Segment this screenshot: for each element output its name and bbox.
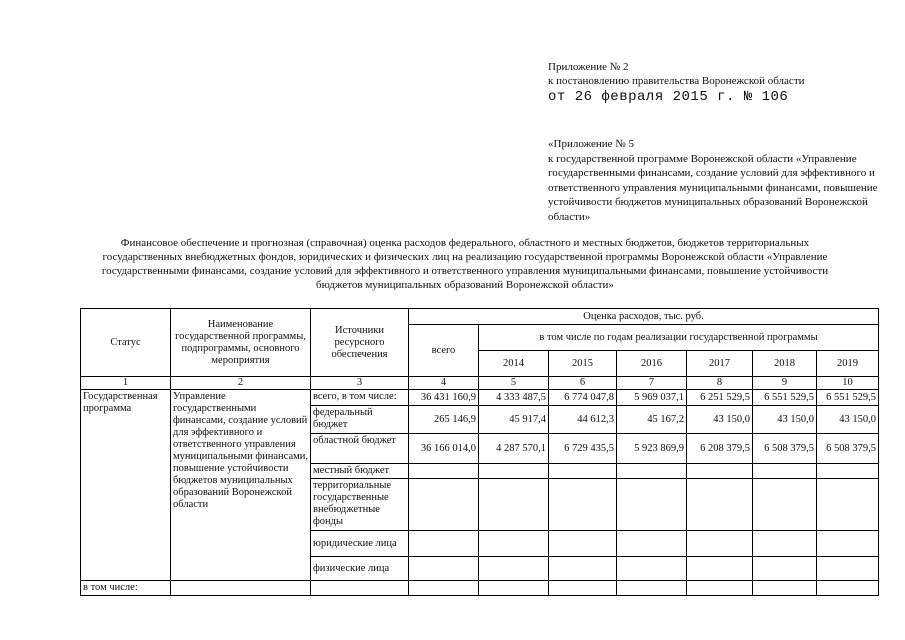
value-cell: 36 166 014,0 — [409, 434, 479, 464]
empty-cell — [311, 581, 409, 596]
column-number: 9 — [753, 377, 817, 390]
program-name-cell: Управление государственными финансами, создание условий для эффективного и ответственного управления муниципальными финансами, повышение устойчивости бюджетов муниципальных образований Воронежской области — [171, 390, 311, 581]
value-cell: 4 287 570,1 — [479, 434, 549, 464]
value-cell: 5 969 037,1 — [617, 390, 687, 406]
value-cell: 6 551 529,5 — [817, 390, 879, 406]
value-cell — [817, 557, 879, 581]
value-cell — [753, 531, 817, 557]
value-cell — [753, 479, 817, 531]
value-cell: 6 729 435,5 — [549, 434, 617, 464]
value-cell: 36 431 160,9 — [409, 390, 479, 406]
value-cell: 45 167,2 — [617, 406, 687, 434]
appendix-original-block — [548, 137, 878, 224]
source-cell: всего, в том числе: — [311, 390, 409, 406]
appendix-current-block — [548, 60, 888, 106]
appendix-current-reference: к постановлению правительства Воронежской области — [548, 75, 805, 87]
value-cell — [617, 479, 687, 531]
empty-cell — [753, 581, 817, 596]
value-cell — [479, 531, 549, 557]
header-estimate: Оценка расходов, тыс. руб. — [409, 309, 879, 325]
value-cell — [817, 464, 879, 479]
column-number: 3 — [311, 377, 409, 390]
column-number: 4 — [409, 377, 479, 390]
value-cell — [617, 531, 687, 557]
value-cell — [687, 531, 753, 557]
value-cell: 43 150,0 — [817, 406, 879, 434]
value-cell: 6 508 379,5 — [817, 434, 879, 464]
source-cell: областной бюджет — [311, 434, 409, 464]
value-cell — [753, 464, 817, 479]
source-cell: территориальные государственные внебюджетные фонды — [311, 479, 409, 531]
column-number-row — [81, 377, 879, 390]
appendix-current-number: Приложение № 2 — [548, 61, 629, 73]
value-cell — [479, 479, 549, 531]
value-cell: 6 251 529,5 — [687, 390, 753, 406]
empty-cell — [687, 581, 753, 596]
header-year: 2014 — [479, 351, 549, 377]
value-cell: 6 508 379,5 — [753, 434, 817, 464]
value-cell — [549, 464, 617, 479]
source-cell: федеральный бюджет — [311, 406, 409, 434]
value-cell: 44 612,3 — [549, 406, 617, 434]
value-cell — [687, 557, 753, 581]
value-cell — [409, 557, 479, 581]
value-cell: 6 774 047,8 — [549, 390, 617, 406]
empty-cell — [171, 581, 311, 596]
value-cell — [753, 557, 817, 581]
empty-cell — [479, 581, 549, 596]
header-year: 2017 — [687, 351, 753, 377]
value-cell: 43 150,0 — [687, 406, 753, 434]
column-number: 8 — [687, 377, 753, 390]
value-cell — [549, 479, 617, 531]
appendix-original-text: к государственной программе Воронежской области «Управление государственными финансами, создание условий для эффективного и ответственного управления муниципальными финансами, повышение устойчивости бюджетов муниципальных образований Воронежской области» — [548, 152, 878, 223]
column-number: 7 — [617, 377, 687, 390]
value-cell — [617, 464, 687, 479]
column-number: 1 — [81, 377, 171, 390]
header-program-name: Наименование государственной программы, подпрограммы, основного мероприятия — [171, 309, 311, 377]
header-year: 2018 — [753, 351, 817, 377]
source-cell: местный бюджет — [311, 464, 409, 479]
value-cell — [479, 464, 549, 479]
empty-cell — [409, 581, 479, 596]
value-cell — [409, 531, 479, 557]
value-cell — [687, 479, 753, 531]
header-year: 2016 — [617, 351, 687, 377]
empty-cell — [617, 581, 687, 596]
column-number: 10 — [817, 377, 879, 390]
source-cell: физические лица — [311, 557, 409, 581]
document-title: Финансовое обеспечение и прогнозная (справочная) оценка расходов федерального, областного и местных бюджетов, бюджетов территориальных государственных внебюджетных фондов, юридических и физических лиц на реализацию государственной программы Воронежской области «Управление государственными финансами, создание условий для эффективного и ответственного управления муниципальными финансами, повышение устойчивости бюджетов муниципальных образований Воронежской области» — [101, 237, 829, 291]
value-cell — [687, 464, 753, 479]
value-cell: 5 923 869,9 — [617, 434, 687, 464]
value-cell: 265 146,9 — [409, 406, 479, 434]
value-cell: 6 551 529,5 — [753, 390, 817, 406]
value-cell: 4 333 487,5 — [479, 390, 549, 406]
value-cell — [817, 479, 879, 531]
value-cell: 6 208 379,5 — [687, 434, 753, 464]
header-status: Статус — [81, 309, 171, 377]
header-sources: Источники ресурсного обеспечения — [311, 309, 409, 377]
header-year: 2015 — [549, 351, 617, 377]
header-year: 2019 — [817, 351, 879, 377]
value-cell — [409, 464, 479, 479]
empty-cell — [549, 581, 617, 596]
status-cell: Государственная программа — [81, 390, 171, 581]
value-cell — [549, 531, 617, 557]
table-row — [81, 581, 879, 596]
header-by-years: в том числе по годам реализации государственной программы — [479, 325, 879, 351]
source-cell: юридические лица — [311, 531, 409, 557]
column-number: 5 — [479, 377, 549, 390]
value-cell — [409, 479, 479, 531]
value-cell — [617, 557, 687, 581]
header-total: всего — [409, 325, 479, 377]
table-row — [81, 390, 879, 406]
financing-table — [80, 308, 879, 596]
appendix-original-number: «Приложение № 5 — [548, 138, 635, 150]
value-cell — [479, 557, 549, 581]
column-number: 2 — [171, 377, 311, 390]
value-cell: 43 150,0 — [753, 406, 817, 434]
value-cell — [817, 531, 879, 557]
footer-label-cell: в том числе: — [81, 581, 171, 596]
empty-cell — [817, 581, 879, 596]
value-cell: 45 917,4 — [479, 406, 549, 434]
value-cell — [549, 557, 617, 581]
column-number: 6 — [549, 377, 617, 390]
resolution-date-stamp: от 26 февраля 2015 г. № 106 — [548, 89, 789, 105]
